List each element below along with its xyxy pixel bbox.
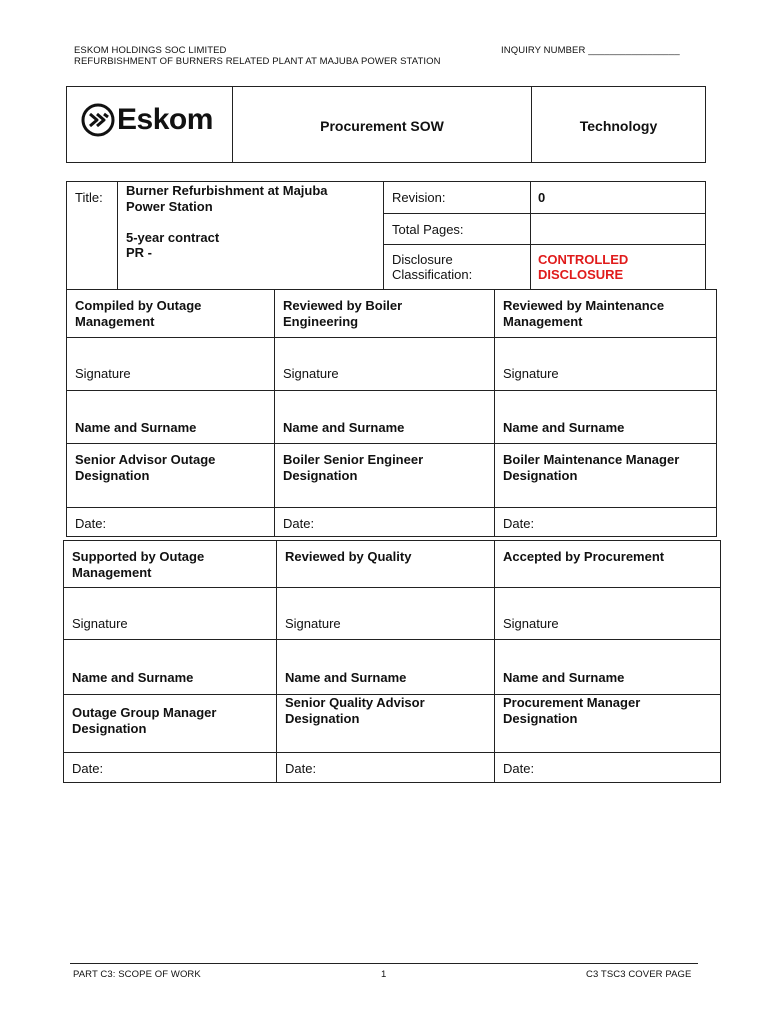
- logo-cell: [66, 86, 233, 163]
- approval-header: Reviewed by Boiler Engineering: [275, 290, 495, 338]
- doc-title-line2: Power Station: [126, 199, 213, 214]
- footer-left: PART C3: SCOPE OF WORK: [73, 969, 201, 980]
- title-label: Title:: [75, 190, 103, 205]
- title-label-cell: [66, 181, 118, 290]
- approvals-table-2: [63, 540, 721, 783]
- designation-field: [495, 444, 717, 508]
- doc-type: Procurement SOW: [320, 118, 444, 134]
- designation-field: [277, 695, 495, 753]
- approval-header: Compiled by Outage Management: [67, 290, 275, 338]
- approval-header: Accepted by Procurement: [495, 541, 721, 588]
- disclosure-label-cell: [383, 244, 531, 290]
- revision-label: Revision:: [392, 190, 446, 205]
- project-title: REFURBISHMENT OF BURNERS RELATED PLANT AT MAJUBA POWER STATION: [74, 56, 441, 67]
- role: Senior Quality Advisor: [285, 695, 425, 710]
- signature-field[interactable]: Signature: [275, 338, 495, 391]
- contract-term: 5-year contract: [126, 230, 220, 245]
- name-surname-field[interactable]: Name and Surname: [64, 640, 277, 695]
- signature-row: [64, 588, 721, 640]
- designation-field: [64, 695, 277, 753]
- date-field[interactable]: Date:: [67, 508, 275, 537]
- doc-title-line1: Burner Refurbishment at Majuba: [126, 183, 328, 198]
- page-number: 1: [381, 969, 387, 980]
- company-name: ESKOM HOLDINGS SOC LIMITED: [74, 45, 227, 56]
- total-pages-label: Total Pages:: [392, 222, 464, 237]
- role: Outage Group Manager: [72, 705, 217, 720]
- category: Technology: [579, 118, 658, 134]
- footer-rule: [70, 963, 698, 964]
- designation-label: Designation: [503, 711, 578, 726]
- designation-label: Designation: [283, 468, 358, 483]
- designation-field: [495, 695, 721, 753]
- approval-header: Supported by Outage Management: [64, 541, 277, 588]
- name-surname-field[interactable]: Name and Surname: [495, 640, 721, 695]
- date-field[interactable]: Date:: [495, 508, 717, 537]
- role: Procurement Manager: [503, 695, 641, 710]
- name-row: [67, 391, 717, 444]
- eskom-logo-icon: [81, 103, 115, 137]
- disclosure-value-2: DISCLOSURE: [538, 267, 624, 282]
- designation-label: Designation: [503, 468, 578, 483]
- disclosure-value-cell: [530, 244, 706, 290]
- designation-label: Designation: [285, 711, 360, 726]
- doc-type-cell: [232, 86, 532, 163]
- designation-row: [64, 695, 721, 753]
- signature-field[interactable]: Signature: [277, 588, 495, 640]
- inquiry-number: INQUIRY NUMBER _________________: [501, 45, 680, 56]
- role: Boiler Senior Engineer: [283, 452, 424, 467]
- signature-field[interactable]: Signature: [495, 588, 721, 640]
- footer-right: C3 TSC3 COVER PAGE: [586, 969, 692, 980]
- approval-header: Reviewed by Maintenance Management: [495, 290, 717, 338]
- eskom-logo: [81, 103, 213, 137]
- date-field[interactable]: Date:: [495, 753, 721, 783]
- disclosure-value-1: CONTROLLED: [538, 252, 629, 267]
- designation-field: [67, 444, 275, 508]
- total-pages-value-cell: [530, 213, 706, 245]
- date-field[interactable]: Date:: [275, 508, 495, 537]
- date-row: [67, 508, 717, 537]
- logo-wordmark: Eskom: [117, 103, 213, 136]
- role: Boiler Maintenance Manager: [503, 452, 680, 467]
- disclosure-label-2: Classification:: [392, 267, 473, 282]
- approval-header-row: [64, 541, 721, 588]
- designation-label: Designation: [75, 468, 150, 483]
- signature-field[interactable]: Signature: [64, 588, 277, 640]
- revision-label-cell: [383, 181, 531, 214]
- pr-number: PR -: [126, 245, 152, 260]
- revision-value-cell: [530, 181, 706, 214]
- approval-header: Reviewed by Quality: [277, 541, 495, 588]
- signature-field[interactable]: Signature: [67, 338, 275, 391]
- designation-label: Designation: [72, 721, 147, 736]
- name-surname-field[interactable]: Name and Surname: [67, 391, 275, 444]
- name-surname-field[interactable]: Name and Surname: [277, 640, 495, 695]
- role: Senior Advisor Outage: [75, 452, 216, 467]
- approval-header-row: [67, 290, 717, 338]
- total-pages-label-cell: [383, 213, 531, 245]
- date-field[interactable]: Date:: [64, 753, 277, 783]
- date-field[interactable]: Date:: [277, 753, 495, 783]
- name-row: [64, 640, 721, 695]
- approvals-table-1: [66, 289, 717, 537]
- designation-field: [275, 444, 495, 508]
- name-surname-field[interactable]: Name and Surname: [275, 391, 495, 444]
- revision-value: 0: [538, 190, 546, 205]
- category-cell: [531, 86, 706, 163]
- date-row: [64, 753, 721, 783]
- signature-field[interactable]: Signature: [495, 338, 717, 391]
- designation-row: [67, 444, 717, 508]
- disclosure-label-1: Disclosure: [392, 252, 453, 267]
- title-value-cell: [117, 181, 384, 290]
- signature-row: [67, 338, 717, 391]
- name-surname-field[interactable]: Name and Surname: [495, 391, 717, 444]
